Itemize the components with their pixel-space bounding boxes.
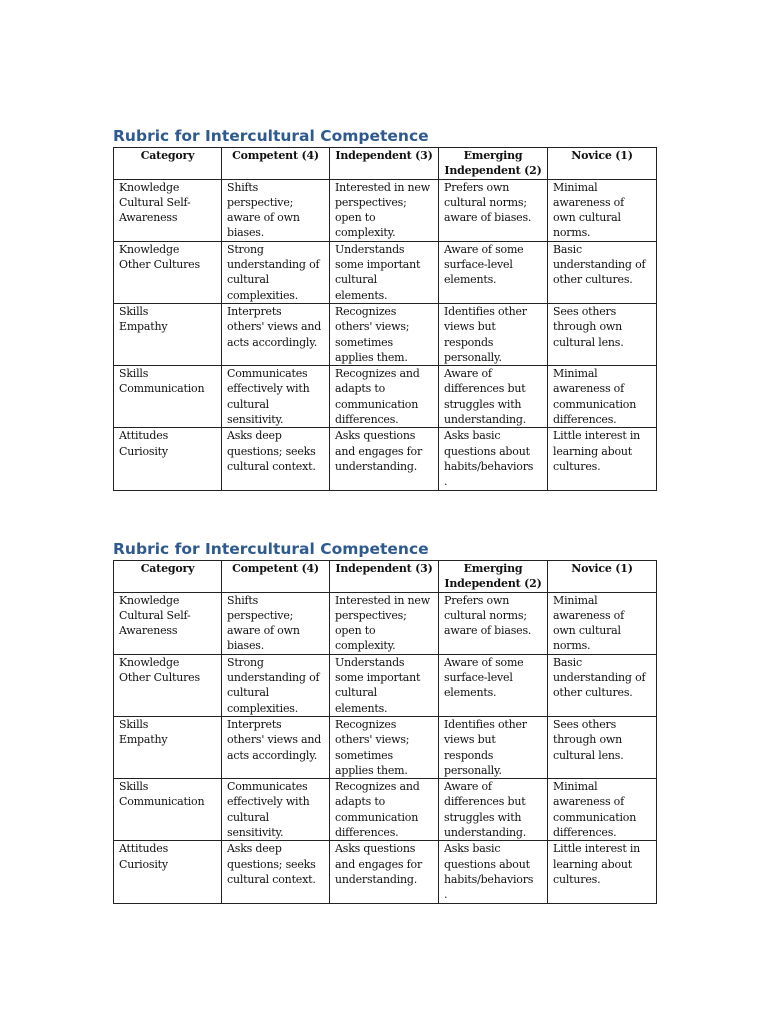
cell-text-line: others' views and	[227, 733, 322, 747]
cell-text-line: differences.	[553, 413, 617, 427]
cell-text-line: Understands	[335, 655, 405, 669]
cell-novice	[548, 716, 657, 778]
cell-text-line: cultural context.	[227, 459, 316, 473]
cell-text-line: Interprets	[227, 304, 282, 318]
cell-category	[114, 716, 222, 778]
cell-text-line: struggles with	[444, 810, 522, 824]
cell-category	[114, 241, 222, 303]
cell-text-line: cultural lens.	[553, 748, 624, 762]
cell-text-line: Aware of	[444, 780, 492, 794]
cell-text-line: sometimes	[335, 748, 393, 762]
cell-text-line: through own	[553, 733, 623, 747]
cell-text-line: perspective;	[227, 195, 294, 209]
cell-category	[114, 303, 222, 365]
cell-text-line: complexity.	[335, 226, 396, 240]
cell-text-line: own cultural	[553, 624, 621, 638]
cell-emerging	[439, 179, 548, 241]
cell-text-line: views but	[444, 733, 496, 747]
cell-text-line: applies them.	[335, 350, 408, 364]
cell-competent	[222, 241, 330, 303]
cell-text-line: understanding.	[335, 459, 418, 473]
cell-text-line: cultural lens.	[553, 335, 624, 349]
cell-independent	[330, 366, 439, 428]
header-category: Category	[114, 561, 222, 593]
cell-text-line: awareness of	[553, 382, 624, 396]
cell-novice	[548, 779, 657, 841]
cell-text-line: learning about	[553, 444, 632, 458]
cell-text-line: elements.	[444, 273, 497, 287]
cell-text-line: complexities.	[227, 701, 298, 715]
cell-text-line: Little interest in	[553, 429, 641, 443]
cell-text-line: Knowledge	[119, 593, 180, 607]
cell-emerging	[439, 592, 548, 654]
cell-text-line: Strong	[227, 242, 264, 256]
cell-text-line: sensitivity.	[227, 826, 284, 840]
table-row	[114, 654, 657, 716]
cell-text-line: cultures.	[553, 459, 601, 473]
cell-independent	[330, 716, 439, 778]
cell-text-line: cultural context.	[227, 872, 316, 886]
cell-text-line: differences but	[444, 795, 526, 809]
cell-text-line: aware of own	[227, 211, 300, 225]
cell-text-line: Attitudes	[119, 842, 169, 856]
cell-text-line: Asks questions	[335, 842, 416, 856]
cell-independent	[330, 779, 439, 841]
cell-category	[114, 366, 222, 428]
cell-emerging	[439, 779, 548, 841]
cell-text-line: complexities.	[227, 288, 298, 302]
cell-text-line: perspective;	[227, 608, 294, 622]
cell-category	[114, 779, 222, 841]
cell-text-line: Awareness	[119, 211, 178, 225]
cell-text-line: applies them.	[335, 763, 408, 777]
cell-text-line: norms.	[553, 639, 591, 653]
cell-text-line: habits/behaviors	[444, 872, 534, 886]
header-novice: Novice (1)	[548, 561, 657, 593]
cell-text-line: questions; seeks	[227, 857, 316, 871]
cell-text-line: Skills	[119, 304, 149, 318]
cell-text-line: Shifts	[227, 593, 259, 607]
cell-competent	[222, 366, 330, 428]
table-row	[114, 366, 657, 428]
cell-text-line: Sees others	[553, 304, 617, 318]
cell-text-line: struggles with	[444, 397, 522, 411]
cell-text-line: Sees others	[553, 717, 617, 731]
cell-novice	[548, 179, 657, 241]
cell-emerging	[439, 654, 548, 716]
cell-category	[114, 841, 222, 903]
table-row	[114, 303, 657, 365]
cell-emerging	[439, 303, 548, 365]
cell-text-line: acts accordingly.	[227, 335, 318, 349]
cell-text-line: Basic	[553, 655, 582, 669]
cell-text-line: awareness of	[553, 795, 624, 809]
cell-text-line: effectively with	[227, 382, 310, 396]
cell-independent	[330, 592, 439, 654]
cell-competent	[222, 179, 330, 241]
rubric-section-1	[113, 125, 656, 491]
cell-novice	[548, 366, 657, 428]
cell-text-line: Skills	[119, 717, 149, 731]
cell-text-line: Asks deep	[227, 429, 282, 443]
cell-text-line: Curiosity	[119, 857, 168, 871]
cell-text-line: norms.	[553, 226, 591, 240]
rubric-body	[114, 179, 657, 490]
cell-text-line: Minimal	[553, 367, 598, 381]
cell-text-line: Curiosity	[119, 444, 168, 458]
cell-text-line: adapts to	[335, 382, 386, 396]
cell-text-line: cultural norms;	[444, 195, 527, 209]
cell-text-line: Skills	[119, 780, 149, 794]
cell-independent	[330, 841, 439, 903]
cell-text-line: Other Cultures	[119, 258, 200, 272]
cell-emerging	[439, 841, 548, 903]
cell-text-line: Strong	[227, 655, 264, 669]
cell-competent	[222, 303, 330, 365]
cell-competent	[222, 779, 330, 841]
cell-text-line: Prefers own	[444, 180, 510, 194]
cell-text-line: elements.	[335, 288, 388, 302]
cell-text-line: questions; seeks	[227, 444, 316, 458]
cell-text-line: views but	[444, 320, 496, 334]
cell-emerging	[439, 241, 548, 303]
cell-text-line: cultures.	[553, 872, 601, 886]
cell-novice	[548, 303, 657, 365]
cell-text-line: communication	[553, 397, 637, 411]
cell-text-line: responds	[444, 748, 494, 762]
cell-text-line: communication	[335, 397, 419, 411]
table-row	[114, 716, 657, 778]
cell-emerging	[439, 366, 548, 428]
cell-text-line: Asks basic	[444, 429, 501, 443]
cell-novice	[548, 841, 657, 903]
cell-text-line: Recognizes	[335, 304, 397, 318]
cell-text-line: surface-level	[444, 258, 513, 272]
cell-text-line: Skills	[119, 367, 149, 381]
cell-text-line: awareness of	[553, 195, 624, 209]
cell-text-line: open to	[335, 624, 376, 638]
cell-emerging	[439, 428, 548, 490]
cell-text-line: personally.	[444, 763, 502, 777]
cell-text-line: understanding.	[335, 872, 418, 886]
cell-text-line: effectively with	[227, 795, 310, 809]
cell-text-line: adapts to	[335, 795, 386, 809]
header-independent: Independent (3)	[330, 148, 439, 180]
header-emerging: Emerging Independent (2)	[439, 561, 548, 593]
table-row	[114, 241, 657, 303]
cell-category	[114, 592, 222, 654]
header-novice: Novice (1)	[548, 148, 657, 180]
cell-text-line: others' views;	[335, 320, 410, 334]
rubric-title: Rubric for Intercultural Competence	[113, 127, 429, 145]
cell-novice	[548, 592, 657, 654]
cell-novice	[548, 428, 657, 490]
cell-competent	[222, 841, 330, 903]
cell-text-line: Asks questions	[335, 429, 416, 443]
cell-text-line: cultural	[227, 397, 270, 411]
cell-text-line: understanding of	[227, 671, 320, 685]
cell-text-line: Prefers own	[444, 593, 510, 607]
cell-independent	[330, 179, 439, 241]
cell-category	[114, 428, 222, 490]
cell-text-line: perspectives;	[335, 195, 407, 209]
cell-text-line: Minimal	[553, 780, 598, 794]
cell-text-line: Basic	[553, 242, 582, 256]
header-independent: Independent (3)	[330, 561, 439, 593]
header-competent: Competent (4)	[222, 148, 330, 180]
cell-text-line: questions about	[444, 857, 530, 871]
cell-text-line: open to	[335, 211, 376, 225]
cell-text-line: sometimes	[335, 335, 393, 349]
table-row	[114, 592, 657, 654]
cell-text-line: Recognizes	[335, 717, 397, 731]
header-competent: Competent (4)	[222, 561, 330, 593]
cell-competent	[222, 716, 330, 778]
cell-text-line: Awareness	[119, 624, 178, 638]
cell-text-line: cultural norms;	[444, 608, 527, 622]
header-emerging: Emerging Independent (2)	[439, 148, 548, 180]
cell-text-line: Communicates	[227, 780, 308, 794]
cell-text-line: .	[444, 888, 448, 902]
cell-text-line: some important	[335, 258, 421, 272]
cell-text-line: cultural	[227, 273, 270, 287]
cell-text-line: questions about	[444, 444, 530, 458]
cell-text-line: Minimal	[553, 180, 598, 194]
cell-text-line: Understands	[335, 242, 405, 256]
cell-text-line: aware of biases.	[444, 624, 532, 638]
cell-novice	[548, 654, 657, 716]
cell-text-line: Asks basic	[444, 842, 501, 856]
cell-text-line: Attitudes	[119, 429, 169, 443]
rubric-body	[114, 592, 657, 903]
header-row	[114, 148, 657, 180]
cell-text-line: personally.	[444, 350, 502, 364]
cell-text-line: some important	[335, 671, 421, 685]
cell-text-line: Identifies other	[444, 717, 527, 731]
cell-text-line: acts accordingly.	[227, 748, 318, 762]
cell-text-line: complexity.	[335, 639, 396, 653]
cell-text-line: biases.	[227, 226, 265, 240]
cell-text-line: Empathy	[119, 320, 168, 334]
table-row	[114, 779, 657, 841]
cell-competent	[222, 428, 330, 490]
cell-text-line: understanding.	[444, 826, 527, 840]
cell-text-line: Empathy	[119, 733, 168, 747]
cell-text-line: Recognizes and	[335, 780, 420, 794]
cell-text-line: .	[444, 475, 448, 489]
cell-text-line: Aware of	[444, 367, 492, 381]
rubric-title: Rubric for Intercultural Competence	[113, 540, 429, 558]
cell-competent	[222, 592, 330, 654]
cell-text-line: Knowledge	[119, 180, 180, 194]
cell-text-line: Shifts	[227, 180, 259, 194]
cell-text-line: Aware of some	[444, 655, 524, 669]
cell-text-line: and engages for	[335, 857, 423, 871]
cell-text-line: cultural	[227, 810, 270, 824]
cell-text-line: Knowledge	[119, 242, 180, 256]
cell-text-line: Asks deep	[227, 842, 282, 856]
cell-text-line: Little interest in	[553, 842, 641, 856]
cell-text-line: understanding.	[444, 413, 527, 427]
cell-text-line: cultural	[335, 273, 378, 287]
cell-text-line: habits/behaviors	[444, 459, 534, 473]
cell-text-line: elements.	[444, 686, 497, 700]
cell-text-line: through own	[553, 320, 623, 334]
header-category: Category	[114, 148, 222, 180]
cell-text-line: Interested in new	[335, 180, 430, 194]
cell-text-line: aware of biases.	[444, 211, 532, 225]
cell-text-line: Communication	[119, 382, 205, 396]
cell-text-line: Minimal	[553, 593, 598, 607]
cell-text-line: Interested in new	[335, 593, 430, 607]
table-row	[114, 179, 657, 241]
cell-text-line: Aware of some	[444, 242, 524, 256]
cell-text-line: perspectives;	[335, 608, 407, 622]
rubric-table	[113, 147, 657, 491]
cell-text-line: Communicates	[227, 367, 308, 381]
cell-text-line: cultural	[227, 686, 270, 700]
rubric-section-2	[113, 538, 656, 904]
cell-text-line: responds	[444, 335, 494, 349]
cell-text-line: surface-level	[444, 671, 513, 685]
cell-text-line: Interprets	[227, 717, 282, 731]
cell-text-line: differences.	[335, 413, 399, 427]
cell-text-line: Cultural Self-	[119, 195, 191, 209]
cell-text-line: other cultures.	[553, 273, 633, 287]
cell-emerging	[439, 716, 548, 778]
cell-text-line: communication	[335, 810, 419, 824]
cell-text-line: understanding of	[553, 671, 646, 685]
cell-text-line: Recognizes and	[335, 367, 420, 381]
cell-text-line: communication	[553, 810, 637, 824]
cell-text-line: Other Cultures	[119, 671, 200, 685]
cell-text-line: awareness of	[553, 608, 624, 622]
cell-text-line: others' views;	[335, 733, 410, 747]
cell-text-line: understanding of	[553, 258, 646, 272]
cell-text-line: differences.	[553, 826, 617, 840]
cell-text-line: Knowledge	[119, 655, 180, 669]
cell-text-line: elements.	[335, 701, 388, 715]
cell-text-line: own cultural	[553, 211, 621, 225]
cell-text-line: aware of own	[227, 624, 300, 638]
cell-text-line: learning about	[553, 857, 632, 871]
rubric-table	[113, 560, 657, 904]
cell-text-line: differences.	[335, 826, 399, 840]
cell-independent	[330, 303, 439, 365]
cell-text-line: differences but	[444, 382, 526, 396]
cell-text-line: others' views and	[227, 320, 322, 334]
cell-independent	[330, 241, 439, 303]
cell-text-line: Identifies other	[444, 304, 527, 318]
cell-text-line: other cultures.	[553, 686, 633, 700]
cell-text-line: Communication	[119, 795, 205, 809]
cell-text-line: Cultural Self-	[119, 608, 191, 622]
cell-independent	[330, 428, 439, 490]
cell-category	[114, 654, 222, 716]
cell-text-line: understanding of	[227, 258, 320, 272]
cell-text-line: and engages for	[335, 444, 423, 458]
table-row	[114, 841, 657, 903]
cell-text-line: cultural	[335, 686, 378, 700]
header-row	[114, 561, 657, 593]
cell-competent	[222, 654, 330, 716]
table-row	[114, 428, 657, 490]
cell-independent	[330, 654, 439, 716]
cell-text-line: sensitivity.	[227, 413, 284, 427]
cell-category	[114, 179, 222, 241]
cell-novice	[548, 241, 657, 303]
cell-text-line: biases.	[227, 639, 265, 653]
